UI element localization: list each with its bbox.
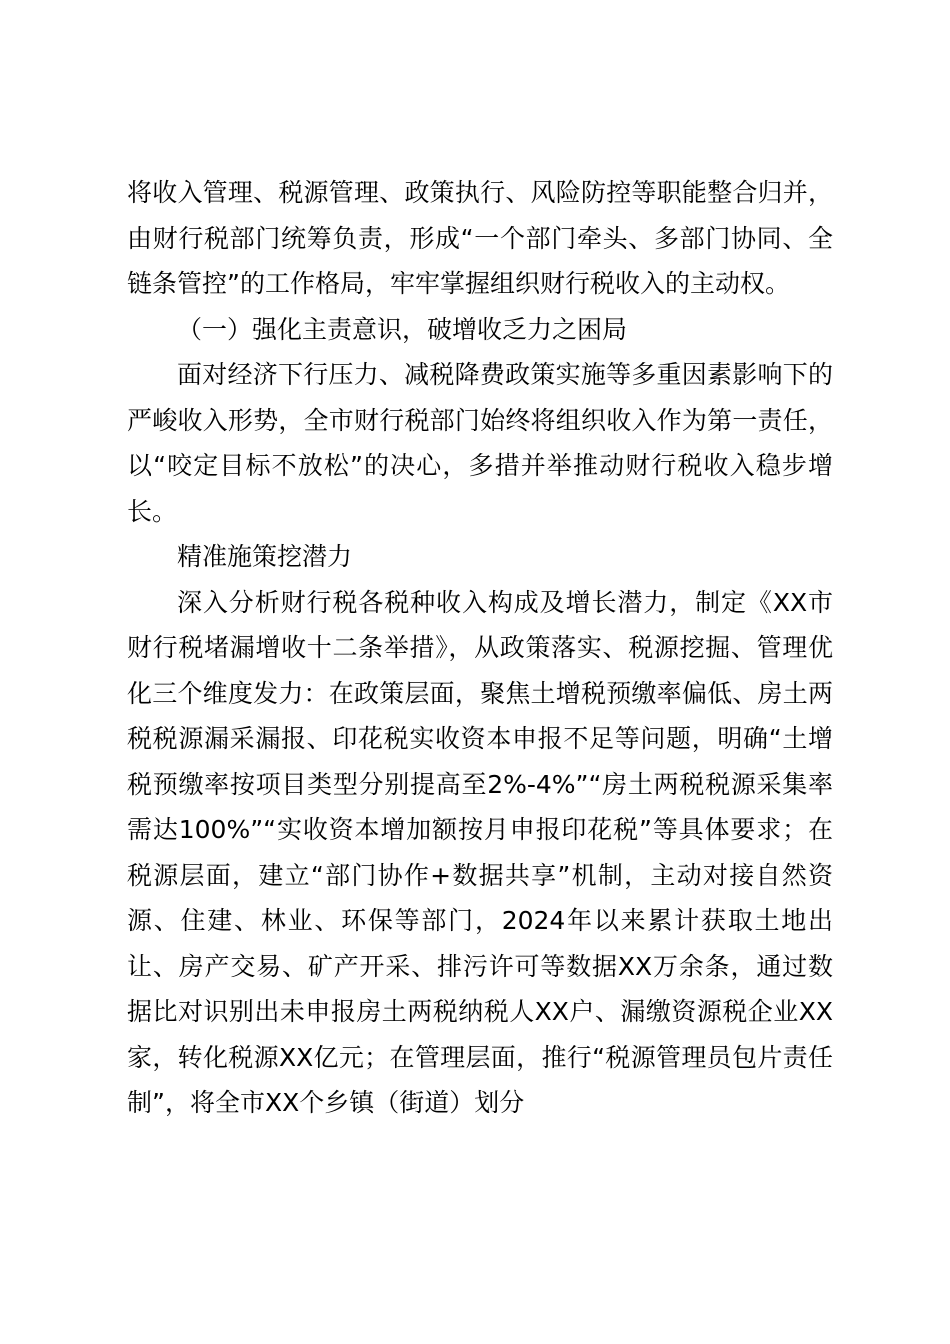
document-body bbox=[127, 170, 833, 1126]
subsection-heading: 精准施策挖潜力 bbox=[177, 542, 353, 571]
section-heading: （一）强化主责意识，破增收乏力之困局 bbox=[177, 314, 628, 344]
paragraph-body-continued: 将收入管理、税源管理、政策执行、风险防控等职能整合归并，由财行税部门统筹负责，形成“一个部门牵头、多部门协同、全链条管控”的工作格局，牢牢掌握组织财行税收入的主动权。 bbox=[127, 178, 833, 298]
paragraph-body: 深入分析财行税各税种收入构成及增长潜力，制定《XX市财行税堵漏增收十二条举措》，从政策落实、税源挖掘、管理优化三个维度发力：在政策层面，聚焦土增税预缴率偏低、房土两税税源漏采漏报、印花税实收资本申报不足等问题，明确“土增税预缴率按项目类型分别提高至2%-4%”“房土两税税源采集率需达100%”“实收资本增加额按月申报印花税”等具体要求；在税源层面，建立“部门协作+数据共享”机制，主动对接自然资源、住建、林业、环保等部门，2024年以来累计获取土地出让、房产交易、矿产开采、排污许可等数据XX万余条，通过数据比对识别出未申报房土两税纳税人XX户、漏缴资源税企业XX家，转化税源XX亿元；在管理层面，推行“税源管理员包片责任制”，将全市XX个乡镇（街道）划分 bbox=[127, 587, 833, 1117]
paragraph-body: 面对经济下行压力、减税降费政策实施等多重因素影响下的严峻收入形势，全市财行税部门始终将组织收入作为第一责任，以“咬定目标不放松”的决心，多措并举推动财行税收入稳步增长。 bbox=[127, 360, 833, 526]
